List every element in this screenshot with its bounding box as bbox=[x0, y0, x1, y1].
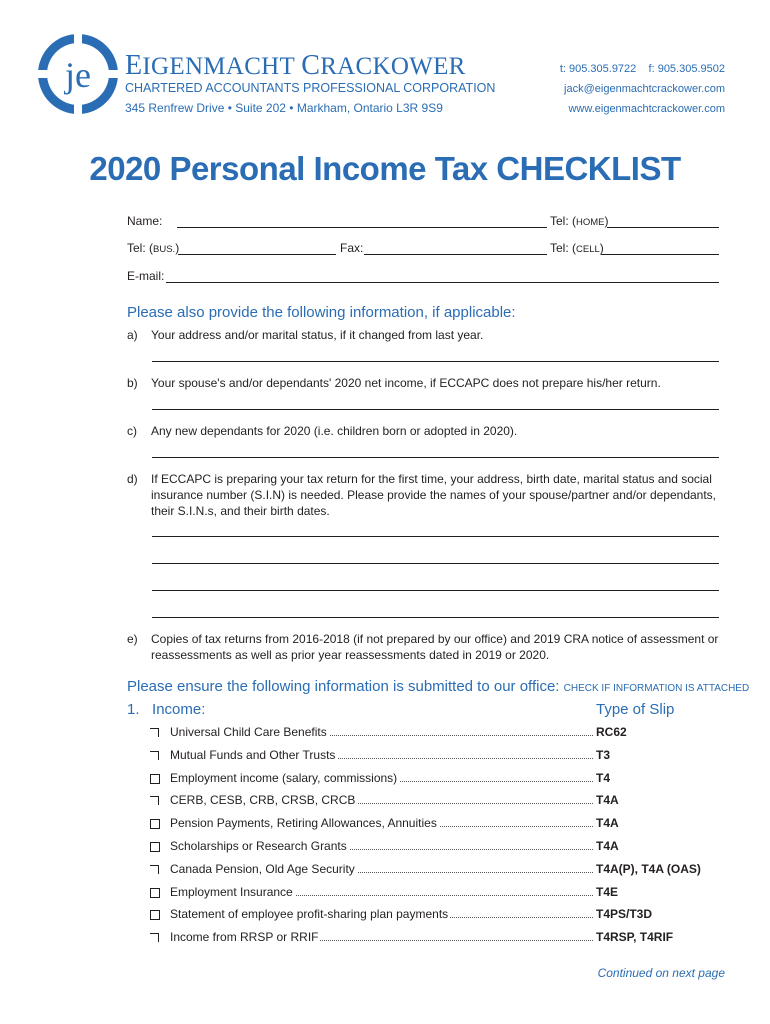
checklist-row bbox=[150, 816, 725, 832]
firm-name: EIGENMACHT CRACKOWER bbox=[125, 50, 466, 81]
income-section-heading: 1. Income: bbox=[127, 701, 206, 718]
tel-home-label: Tel: (HOME) bbox=[550, 214, 609, 228]
slip-type: T4A bbox=[596, 793, 619, 808]
name-field[interactable] bbox=[177, 227, 547, 228]
email-label: E-mail: bbox=[127, 269, 165, 283]
fax-number: f: 905.305.9502 bbox=[648, 63, 725, 75]
answer-line-d1[interactable] bbox=[152, 536, 719, 537]
slip-type: T4A bbox=[596, 839, 619, 853]
also-provide-heading: Please also provide the following information, if applicable: bbox=[127, 304, 516, 321]
slip-type: T4 bbox=[596, 770, 611, 785]
checkbox[interactable] bbox=[150, 796, 159, 805]
checklist-row bbox=[150, 839, 725, 855]
checklist-row bbox=[150, 907, 725, 923]
firm-address: 345 Renfrew Drive • Suite 202 • Markham, Ontario L3R 9S9 bbox=[125, 101, 443, 115]
checklist-row bbox=[150, 771, 725, 787]
list-item: b) Your spouse's and/or dependants' 2020 net income, if ECCAPC does not prepare his/her return. bbox=[127, 376, 661, 390]
page-title: 2020 Personal Income Tax CHECKLIST bbox=[89, 150, 681, 187]
phone-fax bbox=[560, 63, 725, 75]
checkbox[interactable] bbox=[150, 819, 160, 829]
checklist-row bbox=[150, 793, 725, 809]
slip-type: T4E bbox=[596, 884, 619, 899]
phone-number: t: 905.305.9722 bbox=[559, 63, 637, 75]
checklist-row bbox=[150, 725, 725, 741]
checkbox[interactable] bbox=[150, 933, 159, 942]
checkbox[interactable] bbox=[150, 728, 159, 737]
income-description: Employment income (salary, commissions) bbox=[170, 770, 398, 785]
checklist-row bbox=[150, 862, 725, 878]
answer-line-d3[interactable] bbox=[152, 590, 719, 591]
slip-type: T4A(P), T4A (OAS) bbox=[596, 861, 701, 876]
income-description: Mutual Funds and Other Trusts bbox=[170, 747, 336, 762]
list-item: e) Copies of tax returns from 2016-2018 (if not prepared by our office) and 2019 CRA notice of assessment or reassessments as well as prior year reassessments dated in 2019 or 2020. bbox=[127, 632, 719, 662]
type-of-slip-header: Type of Slip bbox=[596, 701, 675, 718]
tel-home-field[interactable] bbox=[607, 227, 719, 228]
income-description: Statement of employee profit-sharing plan payments bbox=[170, 907, 449, 922]
list-item: a) Your address and/or marital status, if it changed from last year. bbox=[127, 328, 484, 342]
slip-type: T4A bbox=[596, 816, 619, 831]
income-description: CERB, CESB, CRB, CRSB, CRCB bbox=[170, 793, 356, 808]
checklist-row bbox=[150, 930, 725, 946]
email-address[interactable]: jack@eigenmachtcrackower.com bbox=[564, 83, 725, 95]
fax-field[interactable] bbox=[364, 254, 547, 255]
checklist-row bbox=[150, 748, 725, 764]
checkbox[interactable] bbox=[150, 865, 159, 874]
checkbox[interactable] bbox=[150, 888, 160, 898]
checkbox[interactable] bbox=[150, 910, 160, 920]
email-field[interactable] bbox=[166, 282, 719, 283]
website-link[interactable]: www.eigenmachtcrackower.com bbox=[568, 103, 725, 115]
tel-bus-field[interactable] bbox=[178, 254, 336, 255]
ensure-heading-note: CHECK IF INFORMATION IS ATTACHED bbox=[563, 683, 750, 694]
income-description: Income from RRSP or RRIF bbox=[170, 930, 319, 945]
checkbox[interactable] bbox=[150, 774, 160, 784]
ensure-heading: Please ensure the following information is submitted to our office: CHECK IF INFORMATION IS ATTACHED bbox=[127, 678, 750, 695]
answer-line-b[interactable] bbox=[152, 409, 719, 410]
tel-bus-label: Tel: (BUS.) bbox=[127, 241, 180, 255]
slip-type: RC62 bbox=[596, 725, 627, 739]
income-description: Pension Payments, Retiring Allowances, Annuities bbox=[170, 816, 437, 831]
fax-label: Fax: bbox=[340, 241, 364, 255]
income-description: Canada Pension, Old Age Security bbox=[170, 861, 355, 876]
continued-note: Continued on next page bbox=[597, 966, 725, 980]
income-description: Employment Insurance bbox=[170, 884, 293, 899]
tel-cell-field[interactable] bbox=[601, 254, 719, 255]
slip-type: T3 bbox=[596, 747, 611, 762]
answer-line-c[interactable] bbox=[152, 457, 719, 458]
income-description: Scholarships or Research Grants bbox=[170, 839, 347, 853]
firm-logo bbox=[36, 32, 120, 116]
slip-type: T4RSP, T4RIF bbox=[596, 930, 674, 945]
list-item: c) Any new dependants for 2020 (i.e. children born or adopted in 2020). bbox=[127, 424, 518, 438]
svg-text:je: je bbox=[65, 55, 91, 95]
answer-line-d4[interactable] bbox=[152, 617, 719, 618]
answer-line-d2[interactable] bbox=[152, 563, 719, 564]
answer-line-a[interactable] bbox=[152, 361, 719, 362]
checkbox[interactable] bbox=[150, 751, 159, 760]
tel-cell-label: Tel: (CELL) bbox=[550, 241, 604, 255]
list-item: d) If ECCAPC is preparing your tax return for the first time, your address, birth date, marital status and social insurance number (S.I.N) is needed. Please provide the names of your spouse/partner and/or dependants, their S.I.N.s, and their birth dates. bbox=[127, 472, 717, 518]
name-label: Name: bbox=[127, 214, 163, 228]
checklist-row bbox=[150, 885, 725, 901]
checkbox[interactable] bbox=[150, 842, 160, 852]
slip-type: T4PS/T3D bbox=[596, 907, 653, 922]
income-description: Universal Child Care Benefits bbox=[170, 725, 327, 739]
firm-subtitle: CHARTERED ACCOUNTANTS PROFESSIONAL CORPORATION bbox=[125, 81, 496, 95]
